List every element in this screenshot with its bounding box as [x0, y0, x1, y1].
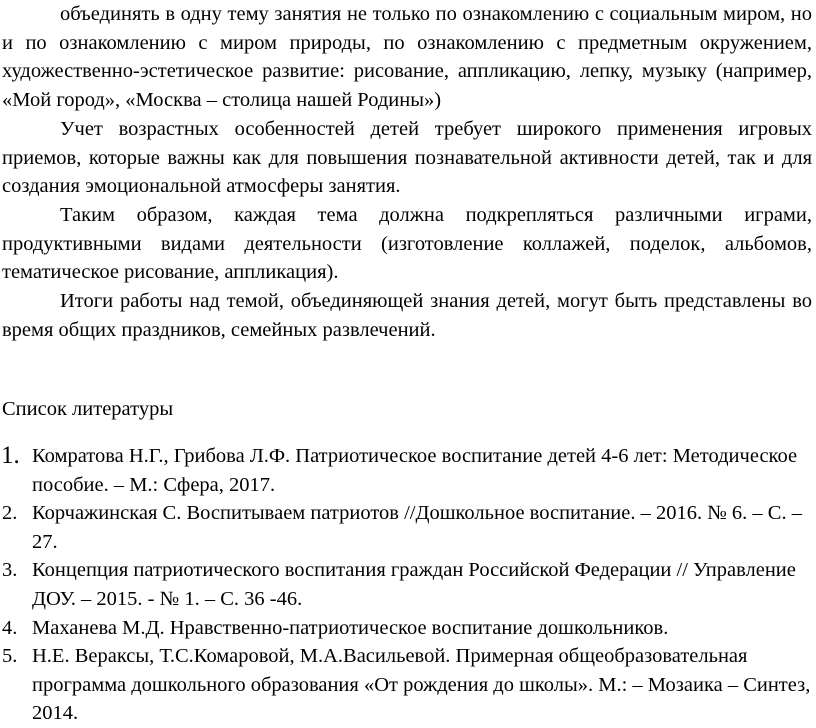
- reference-number: 3.: [2, 559, 18, 582]
- reference-number: 1.: [1, 442, 20, 469]
- reference-text: Концепция патриотического воспитания граждан Российской Федерации // Управление ДОУ. – 2015. - № 1. – С. 36 -46.: [32, 559, 796, 610]
- reference-item-5: [0, 642, 816, 728]
- reference-number: 5.: [2, 645, 18, 668]
- paragraph-1: объединять в одну тему занятия не только по ознакомлению с социальным миром, но и по ознакомлению с миром природы, по ознакомлению с предметным окружением, художественно-эстетическое развитие: рисование, аппликацию, лепку, музыку (например, «Мой город», «Москва – столица нашей Родины»): [2, 3, 812, 111]
- reference-item-1: [0, 442, 816, 499]
- reference-number: 2.: [2, 502, 18, 525]
- reference-text: Корчажинская С. Воспитываем патриотов //Дошкольное воспитание. – 2016. № 6. – С. – 27.: [32, 502, 802, 553]
- references-heading: Список литературы: [2, 398, 174, 420]
- reference-text: Н.Е. Вераксы, Т.С.Комаровой, М.А.Васильевой. Примерная общеобразовательная программа дошкольного образования «От рождения до школы». М.: – Мозаика – Синтез, 2014.: [32, 645, 811, 725]
- reference-item-2: [0, 499, 816, 556]
- paragraph-2: Учет возрастных особенностей детей требует широкого применения игровых приемов, которые важны как для повышения познавательной активности детей, так и для создания эмоциональной атмосферы занятия.: [2, 118, 812, 198]
- paragraph-4: Итоги работы над темой, объединяющей знания детей, могут быть представлены во время общих праздников, семейных развлечений.: [2, 290, 812, 341]
- reference-item-4: [0, 614, 816, 643]
- reference-text: Маханева М.Д. Нравственно-патриотическое воспитание дошкольников.: [32, 616, 669, 639]
- references-list: [0, 442, 816, 728]
- paragraph-3: Таким образом, каждая тема должна подкрепляться различными играми, продуктивными видами деятельности (изготовление коллажей, поделок, альбомов, тематическое рисование, аппликация).: [2, 204, 812, 284]
- reference-item-3: [0, 556, 816, 613]
- reference-number: 4.: [2, 616, 18, 639]
- reference-text: Комратова Н.Г., Грибова Л.Ф. Патриотическое воспитание детей 4-6 лет: Методическое пособие. – М.: Сфера, 2017.: [32, 445, 798, 496]
